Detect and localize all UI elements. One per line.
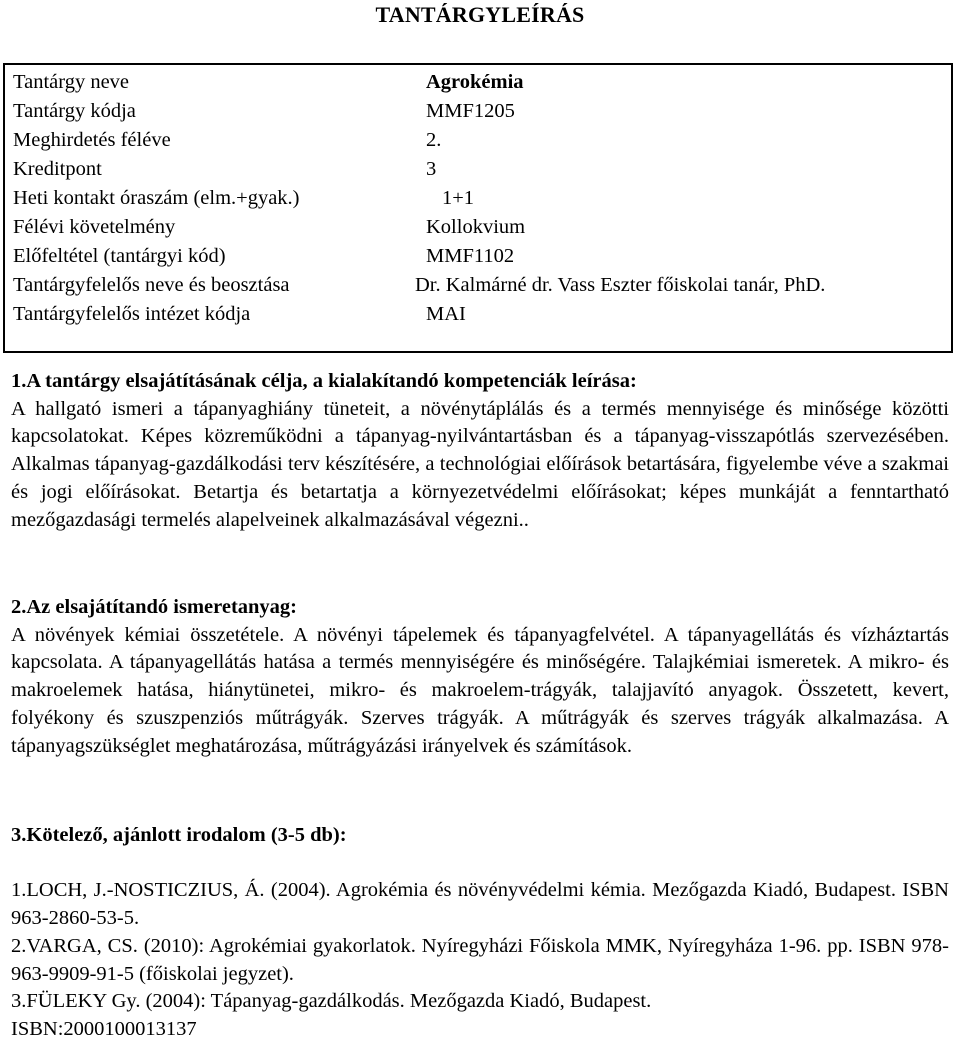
- hours-value: 1+1: [442, 187, 475, 209]
- section-paragraph: A növények kémiai összetétele. A növényi tápelemek és tápanyagfelvétel. A tápanyagellátás és vízháztartás kapcsolata. A tápanyagellátás hatása a termés mennyiségére és minőségére. Talajkémiai ismeretek. A mikro- és makroelemek hatása, hiánytünetei, mikro- és makroelem-trágyák, talajjavító anyagok. Összetett, kevert, folyékony és szuszpenziós műtrágyák. Szerves trágyák. A műtrágyák és szerves trágyák alkalmazása. A tápanyagszükséglet meghatározása, műtrágyázási irányelvek és számítások.: [11, 623, 949, 757]
- course-code-value: MMF1205: [426, 100, 515, 122]
- info-label: Tantárgyfelelős neve és beosztása: [13, 274, 290, 296]
- reference-item: 3.FÜLEKY Gy. (2004): Tápanyag-gazdálkodás. Mezőgazda Kiadó, Budapest. ISBN:2000100013137: [11, 990, 652, 1040]
- info-row-requirement: [5, 214, 951, 240]
- info-label: Heti kontakt óraszám (elm.+gyak.): [13, 187, 300, 209]
- info-label: Félévi követelmény: [13, 216, 176, 238]
- info-label: Tantárgy kódja: [13, 100, 136, 122]
- requirement-value: Kollokvium: [426, 216, 526, 238]
- course-info-table: [3, 63, 953, 353]
- section-paragraph: A hallgató ismeri a tápanyaghiány tüneteit, a növénytáplálás és a termés mennyisége és minősége közötti kapcsolatokat. Képes közreműködni a tápanyag-nyilvántartásban és a tápanyag-visszapótlás szervezésében. Alkalmas tápanyag-gazdálkodási terv készítésére, a technológiai előírások betartására, figyelembe véve a szakmai és jogi előírásokat. Betartja és betartatja a környezetvédelmi előírásokat; képes munkáját a fenntartható mezőgazdasági termelés alapelveinek alkalmazásával végezni..: [11, 397, 949, 531]
- institute-value: MAI: [426, 303, 466, 325]
- section-heading: 1.A tantárgy elsajátításának célja, a kialakítandó kompetenciák leírása:: [11, 370, 637, 392]
- info-label: Meghirdetés féléve: [13, 129, 171, 151]
- section-literature: [11, 822, 949, 1044]
- info-row-hours: [5, 185, 951, 211]
- credit-value: 3: [426, 158, 437, 180]
- section-heading: 2.Az elsajátítandó ismeretanyag:: [11, 596, 298, 618]
- info-row-prerequisite: [5, 243, 951, 269]
- info-row-semester: [5, 127, 951, 153]
- info-row-responsible: [5, 272, 951, 298]
- reference-item: 2.VARGA, CS. (2010): Agrokémiai gyakorlatok. Nyíregyházi Főiskola MMK, Nyíregyháza 1-96. pp. ISBN 978-963-9909-91-5 (főiskolai jegyzet).: [11, 934, 949, 985]
- info-row-institute: [5, 301, 951, 327]
- responsible-value: Dr. Kalmárné dr. Vass Eszter főiskolai tanár, PhD.: [415, 274, 826, 296]
- info-label: Kreditpont: [13, 158, 102, 180]
- info-row-name: [5, 69, 951, 95]
- info-row-code: [5, 98, 951, 124]
- course-name-value: Agrokémia: [426, 71, 524, 93]
- prerequisite-value: MMF1102: [426, 245, 515, 267]
- info-row-credit: [5, 156, 951, 182]
- section-content: [11, 594, 949, 760]
- reference-item: 1.LOCH, J.-NOSTICZIUS, Á. (2004). Agrokémia és növényvédelmi kémia. Mezőgazda Kiadó, Budapest. ISBN 963-2860-53-5.: [11, 879, 949, 930]
- info-label: Előfeltétel (tantárgyi kód): [13, 245, 226, 267]
- info-label: Tantárgyfelelős intézet kódja: [13, 303, 251, 325]
- info-label: Tantárgy neve: [13, 71, 130, 93]
- section-heading: 3.Kötelező, ajánlott irodalom (3-5 db):: [11, 824, 347, 846]
- page-title: TANTÁRGYLEÍRÁS: [375, 2, 585, 27]
- semester-value: 2.: [426, 129, 442, 151]
- section-goals: [11, 368, 949, 534]
